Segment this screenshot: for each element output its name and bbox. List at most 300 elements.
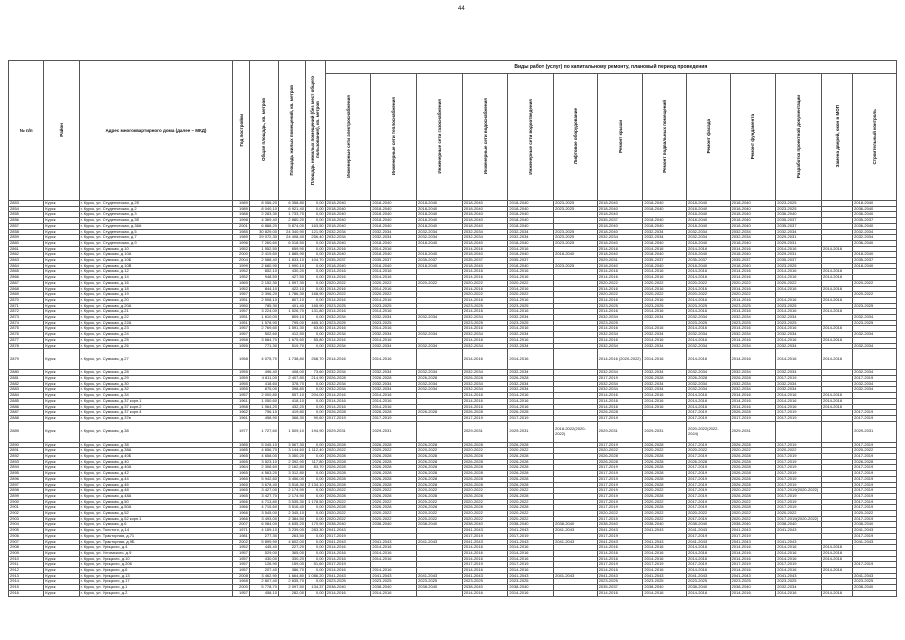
table-cell: 2032-2034 [508,332,554,338]
table-cell: 1 990,10 [278,263,305,269]
table-cell: 1961 [233,415,250,421]
table-cell: 2014-2016 [687,309,731,315]
table-cell: 1988 [233,212,250,218]
table-cell: 2017-2019 [687,465,731,471]
table-cell: 1 086,20 [305,573,325,579]
table-cell: 2014-2016 [776,326,822,332]
table-cell: 2014-2016 [508,349,554,370]
table-cell: 2014-2016 [371,590,417,596]
table-cell: 2014-2016 [508,590,554,596]
table-cell: 90,60 [305,415,325,421]
table-cell: 2014-2016 [643,326,687,332]
table-cell: 2018-2040 [325,240,371,246]
table-cell: г. Курск, ул. Сумская, д.44 [79,476,233,482]
table-cell: 2014-2016 [776,246,822,252]
table-cell: 2017-2019 [853,488,897,494]
table-cell: 2892 [9,454,44,460]
table-cell: 2032-2034 [730,229,776,235]
table-cell: 2017-2019 [687,454,731,460]
table-cell: 2014-2016 [325,349,371,370]
table-cell: 2023-2025 [687,320,731,326]
table-cell: 2018-2040 [417,212,463,218]
table-cell: 2014-2016 [462,393,508,399]
table-cell: 2038-2040 [776,522,822,528]
table-cell: 2020-2022 [508,280,554,286]
table-cell: 2014-2016 [371,393,417,399]
table-cell: 2020-2022 [417,516,463,522]
table-cell: 2038-2040 [371,522,417,528]
table-cell: 2032-2034 [417,229,463,235]
table-cell: 2032-2034 [417,381,463,387]
table-cell: 170,90 [305,522,325,528]
table-cell: 2041-2043 [776,528,822,534]
table-cell: 2014-2016 [325,297,371,303]
table-cell: 1 733,70 [278,212,305,218]
table-cell: 2018-2040 [597,240,643,246]
table-cell [417,590,463,596]
table-cell: 194,90 [305,421,325,442]
table-cell: 2026-2028 [371,505,417,511]
table-cell: 2020-2022 [776,511,822,517]
table-cell: 2018-2040 [597,263,643,269]
table-cell: 2018-2040 [371,218,417,224]
table-cell: 2026-2028 [508,476,554,482]
col-header-work-12 [853,74,897,201]
table-cell: 2014-2016 [597,550,643,556]
table-cell: 2038-2040 [371,585,417,591]
table-cell: 2023-2025 [776,263,822,269]
table-cell: 2032-2034 [325,332,371,338]
table-cell: 2026-2028 [508,459,554,465]
table-cell: 30 829,00 [249,229,278,235]
table-cell: 5 899,90 [249,539,278,545]
table-cell: 2017-2019 [776,415,822,421]
table-cell: 117,80 [305,459,325,465]
table-cell: 2023-2025 [730,320,776,326]
table-cell: 2020-2022 [325,516,371,522]
table-cell: г. Курск, ул. Сумская, д.18 [79,286,233,292]
table-cell: 2026-2028 [325,442,371,448]
table-cell: 1989 [233,201,250,207]
table-cell: 2 162,80 [278,465,305,471]
table-cell: 2032-2034 [776,585,822,591]
table-cell: 2035-2037 [730,258,776,264]
table-cell: 2029-2031 [371,421,417,442]
table-cell: 2018-2040 [462,252,508,258]
table-cell: 2014-2016 [508,275,554,281]
table-cell: 2017-2019 [776,410,822,416]
table-cell: 2026-2028 [417,454,463,460]
table-cell: 2036-2040 [853,223,897,229]
table-cell: 2026-2028 [508,454,554,460]
table-cell: 875,00 [249,387,278,393]
table-cell: 1952 [233,286,250,292]
table-cell: Курск [44,337,79,343]
table-cell [554,590,598,596]
table-cell: 1958 [233,337,250,343]
table-cell: 204,00 [305,393,325,399]
table-cell: 2018-2040 [687,218,731,224]
col-header-work-8 [687,74,731,201]
table-cell: 2018-2040 [643,263,687,269]
table-cell: 2032-2034 [853,235,897,241]
table-cell: 2 508,10 [249,297,278,303]
table-cell: 283,30 [305,528,325,534]
table-cell: 2014-2016 [643,309,687,315]
table-cell: 852,10 [249,269,278,275]
table-cell: 2026-2028 [508,505,554,511]
table-cell: 2017-2019 [853,465,897,471]
table-cell: 2860 [9,240,44,246]
table-cell: 2014-2016 [730,246,776,252]
table-cell: 0,00 [305,246,325,252]
table-cell: 2018-2040 [597,206,643,212]
table-cell: 3 684,70 [249,337,278,343]
table-cell: г. Курск, ул. Студенческая, д.36А [79,223,233,229]
table-cell: 1965 [233,488,250,494]
table-cell: 2018-2040 [730,240,776,246]
table-cell: 1959 [233,375,250,381]
table-cell: 2035-2037 [776,223,822,229]
table-cell: 2026-2028 [417,482,463,488]
table-cell: Курск [44,235,79,241]
table-cell: 2017-2019 [643,562,687,568]
table-cell: 2017-2019 [597,533,643,539]
table-cell: 1 050,60 [249,398,278,404]
table-cell: 2017-2019 [687,562,731,568]
table-cell: 2029-2031 [597,258,643,264]
table-cell: 263,50 [278,533,305,539]
table-cell: 2023-2025 [371,320,417,326]
table-cell: 2017-2019 [687,415,731,421]
table-cell: 2014-2016 [462,550,508,556]
table-cell: 2018-2040 [417,252,463,258]
table-cell: 2014-2016 [462,404,508,410]
table-cell: г. Курск, ул. Сумская, д.40Б [79,454,233,460]
table-cell: 4 563,20 [249,471,278,477]
table-cell: 2041-2043 [597,528,643,534]
table-cell: 2017-2019 [853,499,897,505]
table-cell: 2018-2040 [325,206,371,212]
table-cell: 809,10 [278,315,305,321]
table-cell: 785,30 [249,303,278,309]
table-cell: 2014-2016 [730,337,776,343]
table-cell: 2029-2031 [462,421,508,442]
table-cell: 2020-2022 [508,499,554,505]
table-cell: 2026-2028 [462,505,508,511]
table-cell: 2017-2019 [687,499,731,505]
table-cell: Курск [44,393,79,399]
table-cell: 0,00 [305,297,325,303]
table-cell: Курск [44,269,79,275]
table-cell: 2891 [9,448,44,454]
table-cell: 2017-2019 [325,533,371,539]
table-cell: 557,10 [278,393,305,399]
table-cell: 2017-2019 [462,415,508,421]
table-cell: 2032-2034 [508,315,554,321]
table-cell: 2026-2028 [597,454,643,460]
table-cell: 0,00 [305,493,325,499]
table-cell: 2914 [9,579,44,585]
table-cell: 1966 [233,499,250,505]
table-cell: 2041-2043 [325,528,371,534]
table-cell: 2 000,80 [249,393,278,399]
table-cell: 2018-2040 [371,263,417,269]
table-cell: 2018-2040 [508,263,554,269]
table-cell: 2014-2016 [462,326,508,332]
table-cell: 659,90 [278,246,305,252]
table-cell: 2017-2019 [776,375,822,381]
table-cell: 1951 [233,297,250,303]
table-cell: 2035-2037 [687,258,731,264]
table-cell: 2032-2034 [325,387,371,393]
table-cell: 2020-2022 [643,511,687,517]
table-cell: 1955 [233,343,250,349]
table-cell: 2032-2034 [687,387,731,393]
table-cell: Курск [44,292,79,298]
table-cell: 1 509,10 [278,421,305,442]
table-cell: 2872 [9,309,44,315]
table-cell: 2916 [9,590,44,596]
table-cell: 2 174,90 [278,488,305,494]
table-cell: 2017-2019 [776,493,822,499]
table-cell: 2906 [9,533,44,539]
table-cell: 1952 [233,246,250,252]
table-cell: 0,00 [305,381,325,387]
table-cell: 2014-2016 [325,286,371,292]
table-cell: 2041-2043 [417,573,463,579]
table-cell: 2026-2028 [371,471,417,477]
table-cell: 0,00 [305,404,325,410]
table-cell: 2020-2022 [462,488,508,494]
table-cell: 2017-2019 [853,410,897,416]
table-cell: 2032-2034 [643,229,687,235]
table-cell: 2014-2016 [821,568,852,574]
table-cell: г. Курск, ул. Сумская, д.22 [79,315,233,321]
table-cell: 2017-2019 [853,442,897,448]
table-cell: 2017-2019 [687,505,731,511]
table-cell: 3 462,90 [249,573,278,579]
table-cell: 2018-2040 [554,252,598,258]
table-cell: 2026-2028 [643,465,687,471]
table-cell: 2018-2040 [730,263,776,269]
table-cell: 2018-2040 [417,206,463,212]
table-cell: 0,00 [305,218,325,224]
table-cell: 0,00 [305,212,325,218]
table-cell: 2014-2016 [687,297,731,303]
table-cell: 2026-2028 [325,465,371,471]
table-cell: Курск [44,545,79,551]
table-cell: Курск [44,320,79,326]
table-cell: 2035-2037 [776,218,822,224]
table-cell: Курск [44,332,79,338]
table-cell: 2014-2016 [730,326,776,332]
table-cell: 1 597,30 [278,280,305,286]
table-cell: 2014-2016 [508,550,554,556]
table-cell: 2014-2016 [508,545,554,551]
table-cell: 2017-2019 [853,415,897,421]
table-cell: 2032-2034 [371,332,417,338]
table-cell: 6 921,40 [278,206,305,212]
table-cell: Курск [44,516,79,522]
table-cell: 2026-2028 [730,471,776,477]
table-cell: 2023-2025 [853,579,897,585]
table-cell: 844,10 [249,286,278,292]
table-cell: 2035-2037 [597,585,643,591]
table-cell: 2018-2040 [643,218,687,224]
table-cell: 2041-2043 [730,539,776,545]
table-cell: 2 680,90 [249,263,278,269]
table-cell: 2014-2016 [508,393,554,399]
table-cell: 3 456,00 [278,476,305,482]
table-cell: 2023-2025 [508,303,554,309]
table-cell: 2014-2016 [643,297,687,303]
table-cell: 1 591,30 [278,326,305,332]
table-cell: 2017-2019 [776,499,822,505]
table-cell: 2014-2016 [325,568,371,574]
table-cell: 2018-2040 [643,252,687,258]
table-cell: 1952 [233,269,250,275]
table-cell: 2041-2043 [554,573,598,579]
table-cell: 2032-2034 [643,332,687,338]
table-cell: 2869 [9,292,44,298]
table-cell: г. Курск, ул. Сумская, д.6 [79,522,233,528]
table-cell: 83,70 [305,465,325,471]
table-cell: г. Курск, ул. Урицкого, д.1 [79,585,233,591]
table-cell: 2023-2025 [508,320,554,326]
table-cell: 2023-2025 [643,303,687,309]
table-cell: 207,40 [249,568,278,574]
table-cell: 2014-2016 [730,568,776,574]
table-cell: 2881 [9,375,44,381]
table-cell: 227,20 [278,545,305,551]
table-cell: 2032-2034 [417,370,463,376]
table-cell: 2026-2028 [371,459,417,465]
table-cell: г. Курск, ул. Сумская, д.20А [79,303,233,309]
table-cell: 2029-2031 [508,421,554,442]
table-cell: Курск [44,448,79,454]
table-cell: 0,00 [305,387,325,393]
table-cell: 2023-2025 [554,206,598,212]
col-header-works-group: Виды работ (услуг) по капитальному ремонту, плановый период проведения [325,61,896,74]
table-cell: г. Курск, ул. Студенческая, д.2 [79,206,233,212]
table-cell: 2023-2025 [508,579,554,585]
table-cell: 2017-2019 [508,415,554,421]
table-cell: 2026-2028 [730,493,776,499]
table-cell: 2017-2019 [687,488,731,494]
table-cell: Курск [44,218,79,224]
table-cell: 2020-2022 [371,448,417,454]
table-cell: 2041-2043 [687,573,731,579]
table-cell: 2032-2034 [687,332,731,338]
table-cell: 2020-2022(2022-2024) [687,421,731,442]
table-cell: 2032-2034 [730,235,776,241]
table-cell: г. Курск, ул. Урицкого, д.206 [79,562,233,568]
table-cell: 0,00 [305,488,325,494]
table-cell: г. Курск, ул. Сумская, д.46 [79,482,233,488]
table-cell: 2026-2028 [643,454,687,460]
table-cell: 2017-2019 [776,465,822,471]
table-cell: 2018-2040 [687,223,731,229]
table-cell: 2020-2022 [462,499,508,505]
table-cell: 2864 [9,263,44,269]
table-cell: 2023-2025 [462,579,508,585]
table-cell: 0,00 [305,332,325,338]
table-cell: 2029-2031 [776,252,822,258]
table-cell: 2036-2040 [776,212,822,218]
table-cell: 2032-2034 [417,235,463,241]
table-cell: г. Курск, ул. Сумская, д.19 [79,292,233,298]
table-cell: 2877 [9,337,44,343]
table-cell: 2018-2040 [508,252,554,258]
table-cell: 1965 [233,493,250,499]
table-cell: 2020-2022 [417,511,463,517]
table-cell: 2032-2034 [853,315,897,321]
table-cell: 4 656,70 [249,448,278,454]
table-cell: 2020-2022 [462,292,508,298]
table-cell: 2017-2019 [776,505,822,511]
table-cell: 2896 [9,476,44,482]
table-cell: 2014-2016 [687,393,731,399]
table-cell: 3 224,00 [249,309,278,315]
table-cell: 126,90 [249,562,278,568]
table-cell: 4 602,00 [278,539,305,545]
table-cell: 2898 [9,488,44,494]
table-cell: 2014-2016 [597,556,643,562]
table-cell: 2041-2043 [462,573,508,579]
table-cell: 2038-2040 [687,522,731,528]
table-cell: 2026-2028 [325,505,371,511]
table-cell: 2014-2016 [462,590,508,596]
table-cell: 2032-2034 [687,381,731,387]
table-cell: 2032-2034 [730,370,776,376]
table-cell: 2026-2028 [462,471,508,477]
table-cell: 2041-2043 [643,573,687,579]
table-cell: 2020-2022 [643,280,687,286]
table-cell: 2008 [233,573,250,579]
table-cell: 2904 [9,522,44,528]
table-cell: 1989 [233,235,250,241]
table-cell: 2026-2028 [325,471,371,477]
table-cell: 2020-2022 [687,511,731,517]
table-cell: г. Курск, ул. Ухтомского, д.9 [79,550,233,556]
table-cell: 2023-2025 [554,240,598,246]
table-cell: Курск [44,465,79,471]
table-cell: 0,00 [305,516,325,522]
table-cell: 1964 [233,465,250,471]
table-cell: 2014-2016 [687,398,731,404]
table-cell: 2014-2016 [821,326,852,332]
table-cell: 134,37 [305,585,325,591]
table-cell: 2032-2034 [462,332,508,338]
table-cell: 2038-2040 [554,522,598,528]
table-cell: 2014-2016 [687,326,731,332]
table-cell: 2036-2040 [853,212,897,218]
table-cell: 2014-2016 [643,286,687,292]
table-cell: 2020-2022 [371,488,417,494]
table-cell: 2038-2040 [417,585,463,591]
table-cell: г. Курск, ул. Сумская, д.38А [79,448,233,454]
table-cell: 2014-2016 [325,590,371,596]
table-cell: 2017-2019 [730,415,776,421]
table-cell: 2023-2025 [853,303,897,309]
table-cell: Курск [44,454,79,460]
table-cell: 1951 [233,315,250,321]
table-cell: 2032-2034 [730,343,776,349]
table-cell: г. Курск, ул. Тракторная, д.9Б [79,539,233,545]
table-cell: 6 888,20 [249,223,278,229]
col-header-work-10 [776,74,822,201]
